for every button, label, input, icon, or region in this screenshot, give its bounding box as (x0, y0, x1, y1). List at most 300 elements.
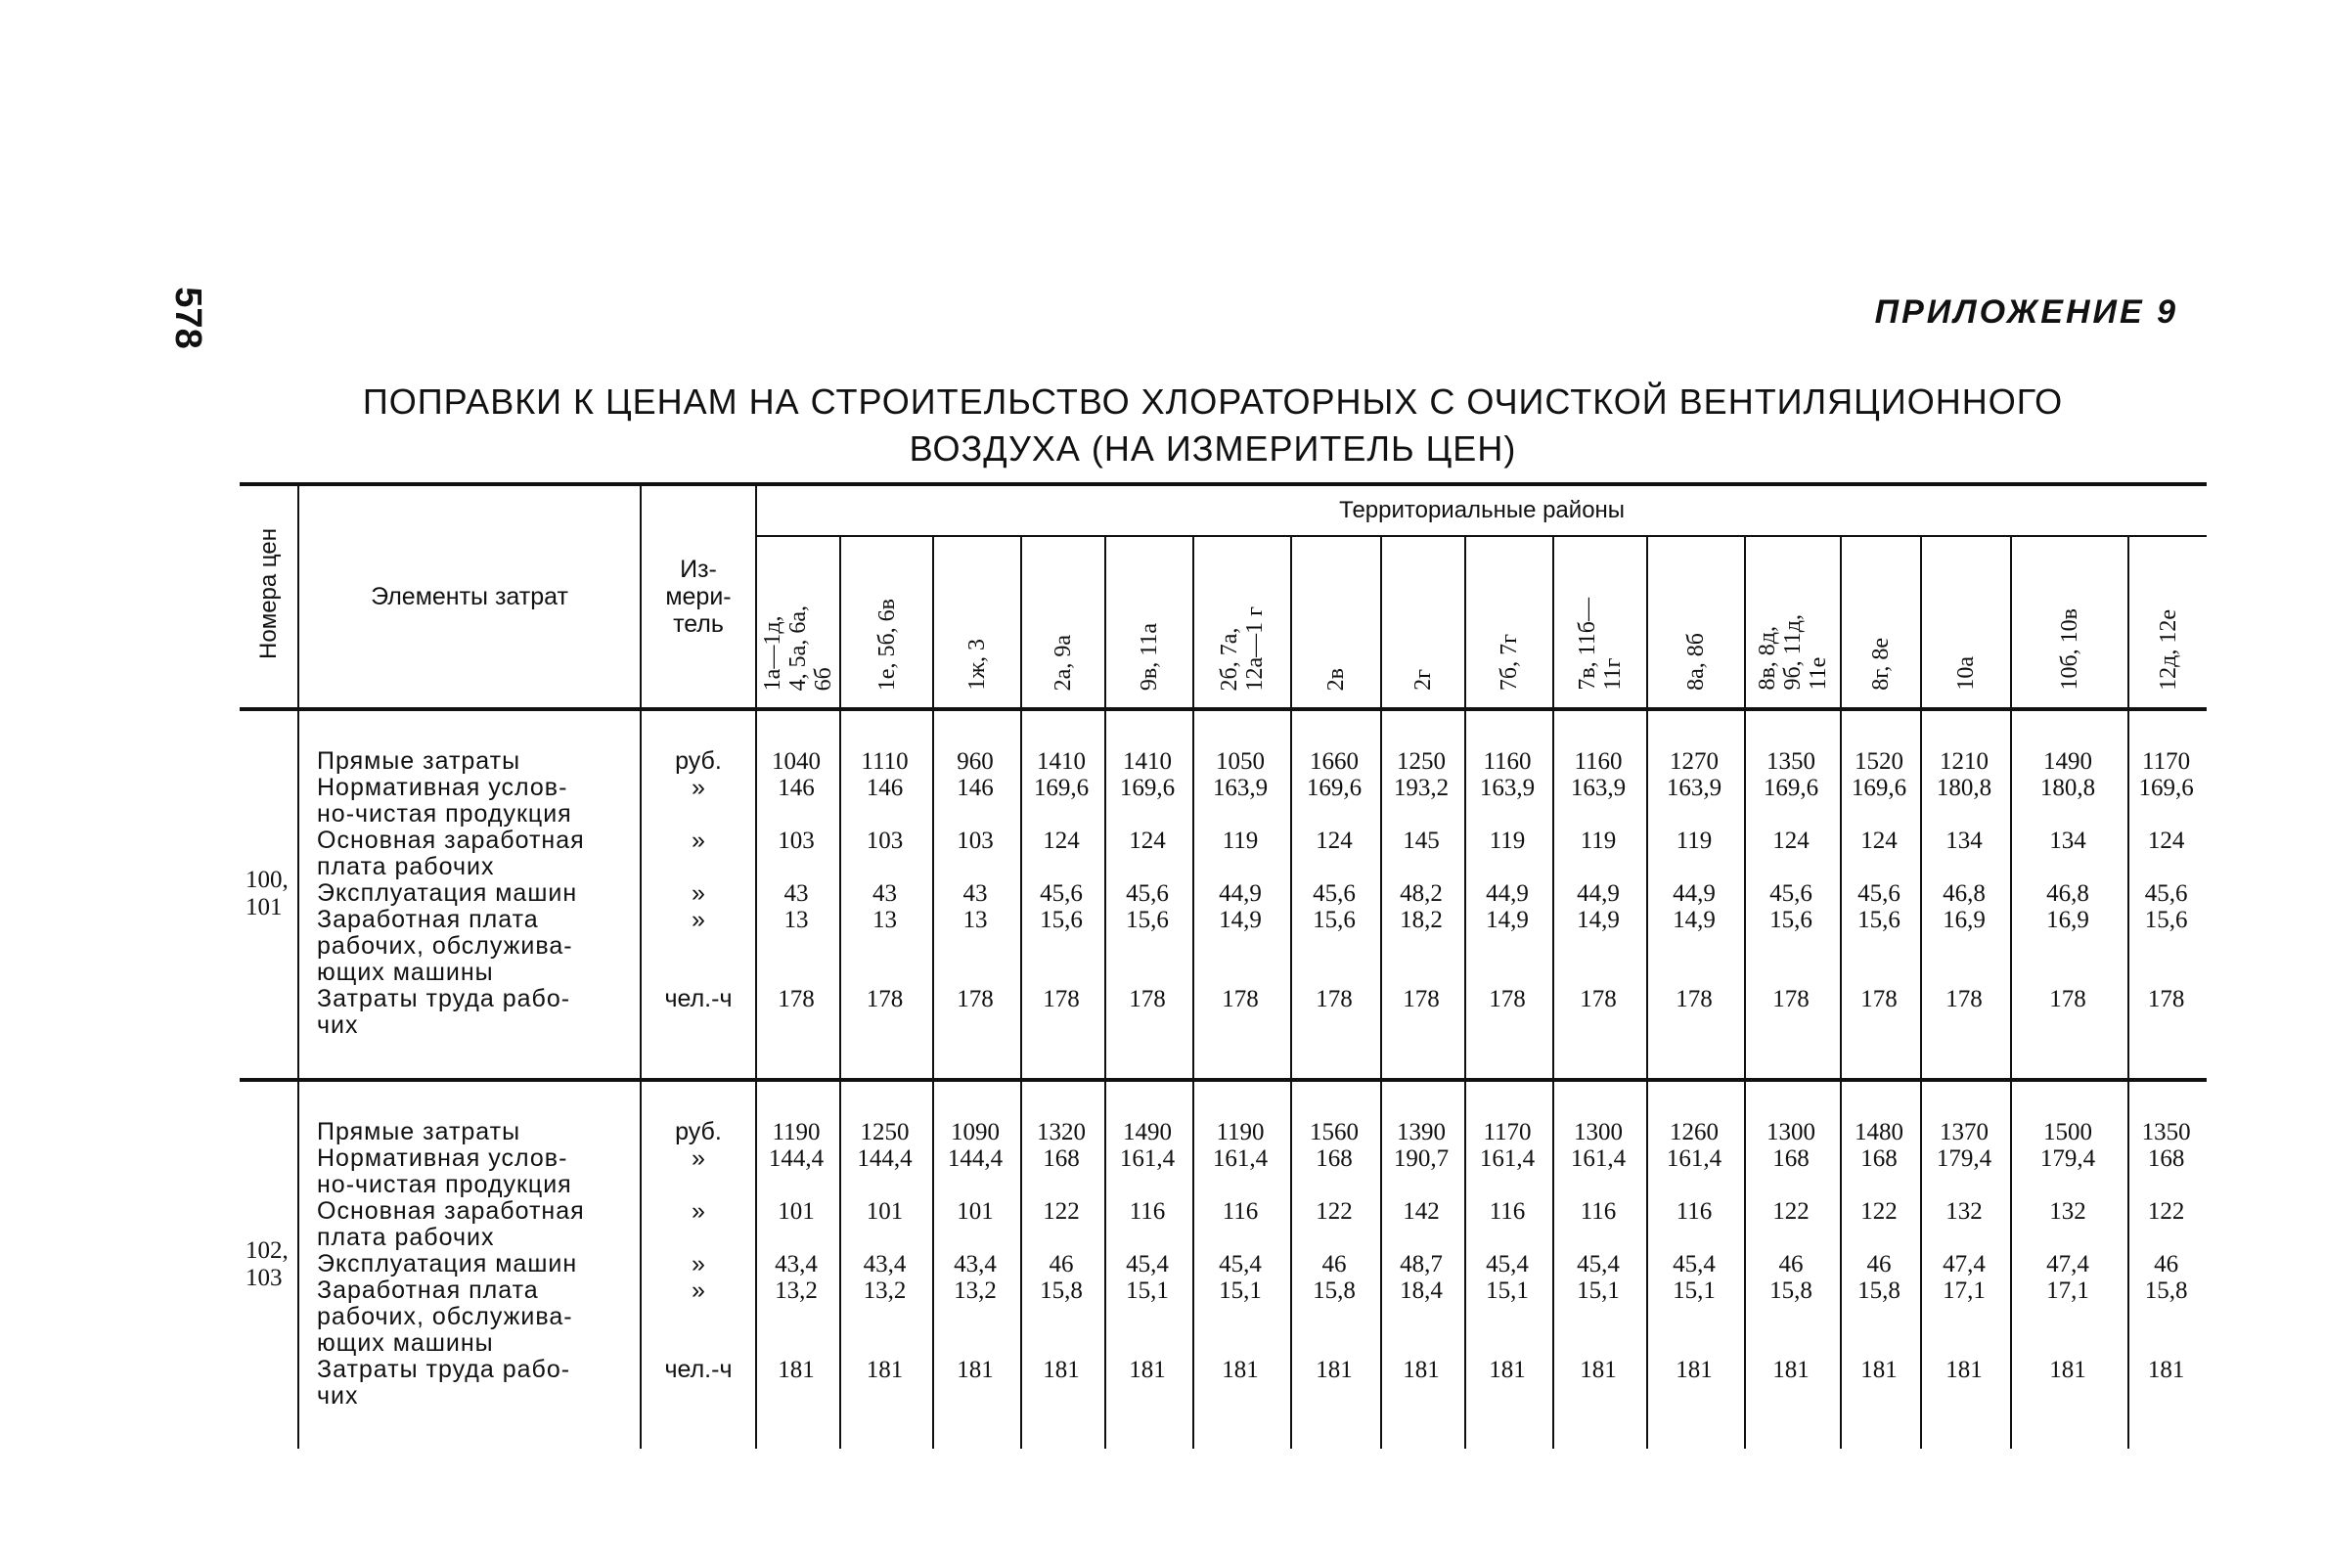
region-label (1217, 606, 1268, 692)
table-cell: 119 (1580, 828, 1617, 854)
table-cell: 1040 (772, 748, 821, 775)
cell-spacer (1106, 1172, 1192, 1198)
region-label-line: 1е, 5б, 6в (873, 598, 900, 691)
value-lines (1466, 1119, 1552, 1410)
cell-spacer (1022, 933, 1104, 960)
value-lines (1106, 748, 1192, 1039)
region-values (756, 709, 840, 1080)
table-cell: 169,6 (1306, 775, 1363, 801)
region-values (1841, 709, 1921, 1080)
unit-value: чел.-ч (664, 985, 733, 1012)
table-cell: 13 (872, 907, 897, 933)
cell-spacer (2129, 1330, 2207, 1357)
cell-spacer (1292, 1383, 1380, 1410)
unit-spacer (642, 801, 755, 828)
cell-spacer (1466, 1012, 1552, 1039)
table-cell: 1320 (1037, 1119, 1086, 1145)
table-cell: 169,6 (1119, 775, 1176, 801)
table-cell: 122 (1043, 1198, 1080, 1225)
table-cell: 161,4 (1119, 1145, 1176, 1172)
cell-spacer (1194, 960, 1290, 986)
table-cell: 181 (778, 1357, 815, 1383)
cell-spacer (1648, 1304, 1744, 1330)
price-numbers (240, 709, 298, 1080)
table-cell: 16,9 (2046, 907, 2089, 933)
table-cell: 122 (1316, 1198, 1353, 1225)
table-cell: 181 (1772, 1357, 1810, 1383)
cell-spacer (841, 1225, 932, 1251)
region-label (874, 599, 900, 691)
table-cell: 178 (1772, 986, 1810, 1012)
table-cell: 43 (872, 880, 897, 907)
cell-spacer (1194, 801, 1290, 828)
value-lines (2129, 1119, 2207, 1410)
cost-element-lines (299, 748, 640, 1039)
region-header (1465, 536, 1553, 709)
table-cell: 1350 (2141, 1119, 2191, 1145)
cell-spacer (1292, 1012, 1380, 1039)
cell-spacer (1106, 1225, 1192, 1251)
table-cell: 1410 (1123, 748, 1172, 775)
cost-element-line: Затраты труда рабо- (317, 985, 571, 1012)
region-values (2011, 1080, 2128, 1449)
cell-spacer (1194, 1012, 1290, 1039)
table-cell: 15,8 (1857, 1277, 1900, 1304)
table-cell: 45,6 (1313, 880, 1356, 907)
unit-spacer (642, 960, 755, 986)
cell-spacer (934, 1172, 1020, 1198)
table-cell: 101 (866, 1198, 904, 1225)
table-cell: 101 (957, 1198, 994, 1225)
value-lines (841, 748, 932, 1039)
cell-spacer (1554, 1304, 1646, 1330)
cell-spacer (1922, 801, 2010, 828)
table-cell: 1190 (772, 1119, 821, 1145)
cell-spacer (2012, 1012, 2127, 1039)
table-cell: 146 (778, 775, 815, 801)
table-cell: 15,6 (1126, 907, 1169, 933)
table-cell: 178 (1043, 986, 1080, 1012)
table-cell: 132 (1945, 1198, 1983, 1225)
table-cell: 45,6 (1040, 880, 1083, 907)
cell-spacer (2012, 933, 2127, 960)
table-cell: 18,2 (1400, 907, 1443, 933)
cell-spacer (1292, 854, 1380, 880)
table-cell: 14,9 (1486, 907, 1529, 933)
unit-value: » (692, 1197, 705, 1225)
table-cell: 181 (1316, 1357, 1353, 1383)
cell-spacer (1106, 1383, 1192, 1410)
value-lines (1382, 1119, 1464, 1410)
cell-spacer (1382, 1304, 1464, 1330)
cell-spacer (1022, 801, 1104, 828)
table-cell: 15,1 (1126, 1277, 1169, 1304)
table-cell: 45,6 (1769, 880, 1812, 907)
table-cell: 178 (1676, 986, 1713, 1012)
region-values (1841, 1080, 1921, 1449)
cell-spacer (1922, 1383, 2010, 1410)
table-cell: 1660 (1310, 748, 1359, 775)
table-cell: 161,4 (1666, 1145, 1722, 1172)
region-label-line: 9б, 11д, (1780, 614, 1806, 691)
table-cell: 45,4 (1673, 1251, 1716, 1277)
table-cell: 1270 (1670, 748, 1719, 775)
cell-spacer (1466, 960, 1552, 986)
unit-spacer (642, 933, 755, 960)
page-title (284, 379, 2142, 472)
table-cell: 1490 (1123, 1119, 1172, 1145)
cell-spacer (1106, 1330, 1192, 1357)
table-row-group (240, 709, 2207, 1080)
cell-spacer (757, 854, 839, 880)
table-cell: 1090 (951, 1119, 1000, 1145)
cell-spacer (1194, 1330, 1290, 1357)
table-cell: 15,1 (1219, 1277, 1262, 1304)
table-cell: 193,2 (1393, 775, 1450, 801)
region-label-line: 8в, 8д, (1755, 626, 1780, 691)
table-cell: 180,8 (2039, 775, 2096, 801)
region-label-line: 2а, 9а (1051, 634, 1076, 691)
cost-element-line: Затраты труда рабо- (317, 1356, 571, 1383)
cell-spacer (1842, 1225, 1920, 1251)
region-values (1291, 1080, 1381, 1449)
table-cell: 44,9 (1219, 880, 1262, 907)
region-label (1953, 656, 1979, 691)
region-label-line: 9в, 11а (1137, 622, 1162, 691)
cell-spacer (1842, 1172, 1920, 1198)
region-label (1497, 634, 1522, 691)
table-cell: 181 (1676, 1357, 1713, 1383)
table-cell: 178 (2147, 986, 2185, 1012)
table-cell: 1160 (1483, 748, 1532, 775)
cell-spacer (1466, 1225, 1552, 1251)
cost-element-line: Основная заработная (317, 1197, 585, 1225)
cell-spacer (757, 1225, 839, 1251)
price-adjustments-table (240, 482, 2207, 1449)
table-cell: 1500 (2043, 1119, 2092, 1145)
cell-spacer (1022, 1383, 1104, 1410)
table-cell: 119 (1222, 828, 1259, 854)
table-cell: 1490 (2043, 748, 2092, 775)
unit-spacer (642, 1172, 755, 1198)
cell-spacer (1746, 801, 1840, 828)
region-values (1465, 709, 1553, 1080)
unit-spacer (642, 854, 755, 880)
cell-spacer (1106, 1304, 1192, 1330)
cell-spacer (757, 1012, 839, 1039)
cell-spacer (1746, 1330, 1840, 1357)
unit-spacer (642, 1012, 755, 1039)
table-cell: 124 (1772, 828, 1810, 854)
region-values (1021, 1080, 1105, 1449)
table-cell: 46,8 (2046, 880, 2089, 907)
table-cell: 144,4 (768, 1145, 825, 1172)
table-cell: 15,1 (1673, 1277, 1716, 1304)
cell-spacer (1292, 801, 1380, 828)
cell-spacer (841, 801, 932, 828)
table-cell: 43,4 (954, 1251, 997, 1277)
region-label (2057, 608, 2082, 691)
value-lines (1106, 1119, 1192, 1410)
value-lines (2012, 1119, 2127, 1410)
cell-spacer (1746, 960, 1840, 986)
value-lines (1922, 1119, 2010, 1410)
region-values (840, 709, 933, 1080)
region-label-line: 7б, 7г (1497, 633, 1522, 691)
cell-spacer (1292, 1172, 1380, 1198)
table-cell: 134 (2049, 828, 2086, 854)
cell-spacer (2129, 960, 2207, 986)
region-values (1921, 1080, 2011, 1449)
region-label-line: 10а (1953, 656, 1979, 691)
region-label-line: 4, 5а, 6а, (785, 605, 811, 691)
cell-spacer (841, 1012, 932, 1039)
table-cell: 178 (1945, 986, 1983, 1012)
region-values (1647, 709, 1745, 1080)
table-cell: 1210 (1940, 748, 1989, 775)
cost-element-line: Нормативная услов- (317, 774, 568, 801)
table-cell: 45,6 (2144, 880, 2188, 907)
table-cell: 45,4 (1486, 1251, 1529, 1277)
table-cell: 181 (957, 1357, 994, 1383)
table-cell: 181 (866, 1357, 904, 1383)
table-cell: 179,4 (2039, 1145, 2096, 1172)
price-numbers (240, 1080, 298, 1449)
cost-element-line: Эксплуатация машин (317, 1250, 578, 1277)
table-cell: 181 (2049, 1357, 2086, 1383)
table-cell: 15,6 (1769, 907, 1812, 933)
cell-spacer (1106, 854, 1192, 880)
table-cell: 163,9 (1479, 775, 1536, 801)
cost-element-line: ющих машины (317, 1329, 494, 1357)
table-cell: 168 (1772, 1145, 1810, 1172)
table-cell: 119 (1676, 828, 1713, 854)
cell-spacer (1466, 1172, 1552, 1198)
cell-spacer (1922, 1304, 2010, 1330)
cell-spacer (934, 854, 1020, 880)
cell-spacer (1842, 1330, 1920, 1357)
region-label-line: 12а—1 г (1242, 605, 1268, 691)
region-label-line: 1а—1д, (760, 615, 785, 691)
region-values (2011, 709, 2128, 1080)
cell-spacer (1022, 1012, 1104, 1039)
region-values (1105, 1080, 1193, 1449)
cell-spacer (757, 801, 839, 828)
table-cell: 122 (2147, 1198, 2185, 1225)
table-cell: 124 (1043, 828, 1080, 854)
header-unit-line-2: мери- (665, 583, 732, 610)
table-cell: 44,9 (1673, 880, 1716, 907)
cell-spacer (841, 1304, 932, 1330)
table-cell: 15,8 (1040, 1277, 1083, 1304)
cell-spacer (934, 1330, 1020, 1357)
cell-spacer (1022, 1304, 1104, 1330)
table-cell: 48,2 (1400, 880, 1443, 907)
cost-element-line: Заработная плата (317, 906, 539, 933)
region-values (2128, 1080, 2207, 1449)
cell-spacer (841, 1330, 932, 1357)
table-cell: 44,9 (1577, 880, 1620, 907)
table-cell: 13 (962, 907, 988, 933)
cell-spacer (1106, 933, 1192, 960)
header-unit-line-1: Из- (680, 556, 717, 583)
header-unit-line-3: тель (673, 610, 724, 638)
cell-spacer (1922, 854, 2010, 880)
cell-spacer (757, 960, 839, 986)
cell-spacer (757, 1330, 839, 1357)
region-header (840, 536, 933, 709)
units (641, 709, 756, 1080)
table-cell: 1170 (2142, 748, 2191, 775)
cell-spacer (1648, 1172, 1744, 1198)
table-cell: 144,4 (947, 1145, 1004, 1172)
region-header (1381, 536, 1465, 709)
cell-spacer (1466, 933, 1552, 960)
cell-spacer (757, 1172, 839, 1198)
table-cell: 1390 (1397, 1119, 1446, 1145)
table-cell: 145 (1403, 828, 1440, 854)
cell-spacer (1292, 1330, 1380, 1357)
cell-spacer (841, 854, 932, 880)
table-cell: 163,9 (1570, 775, 1627, 801)
value-lines (1648, 1119, 1744, 1410)
unit-value: » (692, 1250, 705, 1277)
table-cell: 13,2 (863, 1277, 907, 1304)
table-cell: 142 (1403, 1198, 1440, 1225)
title-line-1: ПОПРАВКИ К ЦЕНАМ НА СТРОИТЕЛЬСТВО ХЛОРАТОРНЫХ С ОЧИСТКОЙ ВЕНТИЛЯЦИОННОГО (362, 381, 2064, 422)
region-values (933, 709, 1021, 1080)
region-label (1755, 614, 1831, 691)
cell-spacer (1382, 1225, 1464, 1251)
cell-spacer (1554, 1330, 1646, 1357)
cell-spacer (1292, 1304, 1380, 1330)
region-label-line: 6б (811, 666, 836, 691)
table-cell: 161,4 (1570, 1145, 1627, 1172)
table-cell: 1300 (1574, 1119, 1623, 1145)
table-cell: 13,2 (775, 1277, 818, 1304)
region-values (840, 1080, 933, 1449)
cell-spacer (1292, 960, 1380, 986)
region-values (756, 1080, 840, 1449)
table-cell: 134 (1945, 828, 1983, 854)
title-line-2: ВОЗДУХА (НА ИЗМЕРИТЕЛЬ ЦЕН) (909, 428, 1517, 469)
value-lines (1292, 748, 1380, 1039)
cell-spacer (2012, 1330, 2127, 1357)
cell-spacer (1022, 1330, 1104, 1357)
table-cell: 1250 (1397, 748, 1446, 775)
region-values (1745, 709, 1841, 1080)
value-lines (841, 1119, 932, 1410)
region-header (756, 536, 840, 709)
cost-element-line: чих (317, 1011, 359, 1039)
value-lines (2012, 748, 2127, 1039)
table-cell: 15,8 (2144, 1277, 2188, 1304)
cell-spacer (2012, 801, 2127, 828)
cell-spacer (757, 933, 839, 960)
table-cell: 1110 (861, 748, 909, 775)
value-lines (1648, 748, 1744, 1039)
region-label (760, 605, 836, 691)
cost-element-line: Прямые затраты (317, 1118, 521, 1145)
table-cell: 47,4 (1943, 1251, 1986, 1277)
table-cell: 124 (1860, 828, 1898, 854)
unit-lines (642, 748, 755, 1039)
cost-element-line: чих (317, 1382, 359, 1410)
cell-spacer (1648, 960, 1744, 986)
table-cell: 17,1 (1943, 1277, 1986, 1304)
value-lines (1746, 1119, 1840, 1410)
table-cell: 181 (1580, 1357, 1617, 1383)
cell-spacer (2012, 1383, 2127, 1410)
value-lines (1292, 1119, 1380, 1410)
table-cell: 46 (1866, 1251, 1892, 1277)
table-cell: 1480 (1855, 1119, 1903, 1145)
table-cell: 169,6 (1033, 775, 1090, 801)
region-label (964, 639, 990, 691)
table-cell: 178 (1860, 986, 1898, 1012)
table-cell: 15,1 (1577, 1277, 1620, 1304)
region-label-line: 10б, 10в (2057, 608, 2082, 691)
cell-spacer (1382, 1172, 1464, 1198)
units (641, 1080, 756, 1449)
cell-spacer (1746, 1383, 1840, 1410)
value-lines (1842, 748, 1920, 1039)
table-cell: 178 (1316, 986, 1353, 1012)
cell-spacer (1648, 1383, 1744, 1410)
table-cell: 181 (1945, 1357, 1983, 1383)
cell-spacer (1554, 1383, 1646, 1410)
price-number: 100, (246, 866, 289, 893)
value-lines (1746, 748, 1840, 1039)
cost-element-line: но-чистая продукция (317, 1171, 572, 1198)
unit-value: руб. (675, 747, 722, 775)
cell-spacer (1648, 1225, 1744, 1251)
table-cell: 45,4 (1219, 1251, 1262, 1277)
cell-spacer (2129, 801, 2207, 828)
value-lines (2129, 748, 2207, 1039)
table-cell: 181 (2147, 1357, 2185, 1383)
table-cell: 1560 (1310, 1119, 1359, 1145)
table-cell: 14,9 (1577, 907, 1620, 933)
table-cell: 103 (866, 828, 904, 854)
table-cell: 1190 (1216, 1119, 1265, 1145)
cell-spacer (1466, 801, 1552, 828)
cell-spacer (1106, 1012, 1192, 1039)
unit-spacer (642, 1304, 755, 1330)
appendix-label: ПРИЛОЖЕНИЕ 9 (1874, 293, 2178, 331)
table-cell: 44,9 (1486, 880, 1529, 907)
cell-spacer (1842, 854, 1920, 880)
table-cell: 178 (1129, 986, 1166, 1012)
table-cell: 124 (1129, 828, 1166, 854)
table-cell: 180,8 (1936, 775, 1992, 801)
cell-spacer (1554, 1172, 1646, 1198)
cell-spacer (2012, 1304, 2127, 1330)
table-cell: 178 (1489, 986, 1526, 1012)
cell-spacer (841, 1172, 932, 1198)
cell-spacer (1922, 1012, 2010, 1039)
cost-element-line: Заработная плата (317, 1277, 539, 1304)
table-cell: 1050 (1216, 748, 1265, 775)
table-cell: 15,6 (1040, 907, 1083, 933)
table-cell: 144,4 (857, 1145, 913, 1172)
region-header (2011, 536, 2128, 709)
cell-spacer (1842, 1012, 1920, 1039)
region-header (1291, 536, 1381, 709)
value-lines (1554, 748, 1646, 1039)
table-cell: 46 (1778, 1251, 1804, 1277)
unit-value: » (692, 1144, 705, 1172)
